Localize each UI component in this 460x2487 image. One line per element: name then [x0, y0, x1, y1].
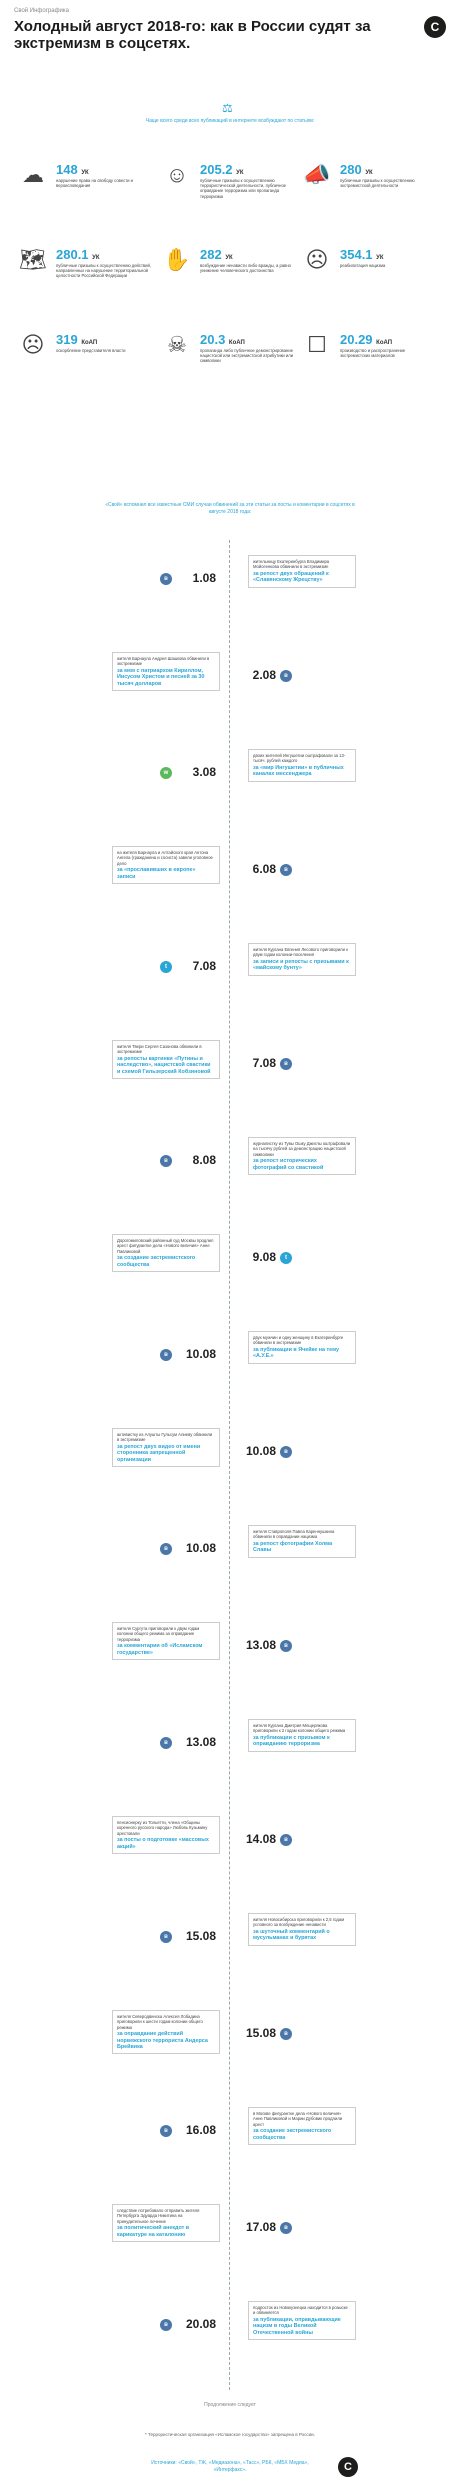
vk-icon: в: [280, 1058, 292, 1070]
event-highlight: за создание экстремистского сообщества: [117, 1255, 196, 1268]
event-card[interactable]: двух мужчин и одну женщину в Екатеринбурге обвинили в экстремизме за публикации в Ячейке на тему «А.У.Е.»: [248, 1331, 356, 1364]
event-date: 3.08: [192, 765, 216, 779]
stat-value: 354.1 УК: [340, 247, 384, 262]
tg-icon: t: [280, 1252, 292, 1264]
event-highlight: за политический анекдот в карикатуре на каталонию: [117, 2225, 190, 2238]
stat-icon: ☁: [22, 162, 44, 187]
event-highlight: за репост исторических фотографий со свастикой: [253, 1158, 324, 1171]
event-date: 1.08: [192, 571, 216, 585]
event-highlight: за комментарии об «Исламском государстве»: [117, 1643, 203, 1656]
event-date: 20.08: [185, 2317, 216, 2331]
stat-description: возбуждение ненависти либо вражды, а равно унижение человеческого достоинства: [200, 263, 292, 274]
event-date: 13.08: [185, 1735, 216, 1749]
event-date: 2.08: [252, 668, 276, 682]
stat-value: 205.2 УК: [200, 162, 244, 177]
event-date: 17.08: [245, 2220, 276, 2234]
event-card[interactable]: Дорогомиловский районный суд Москвы продлил арест фигурантке дела «Нового величия» Анне Павликовой за создание экстремистского сообщества: [112, 1234, 220, 1272]
vk-icon: в: [280, 1640, 292, 1652]
event-highlight: за посты о подготовке «массовых акций»: [117, 1837, 209, 1850]
stat-icon: ☹: [305, 247, 329, 272]
event-date: 16.08: [185, 2123, 216, 2137]
event-card[interactable]: двоих жителей Ингушетии оштрафовали за 13-тысяч. рублей каждого за «мир Ингушетии» в публичных каналах мессенджера: [248, 749, 356, 782]
event-date: 6.08: [252, 862, 276, 876]
stat-icon: ☺: [165, 162, 189, 187]
stat-description: публичные призывы к осуществлению действий, направленных на нарушение территориальной целостности Российской Федерации: [56, 263, 151, 279]
vk-icon: в: [160, 1543, 172, 1555]
event-highlight: за публикации с призывом к оправданию терроризма: [253, 1734, 330, 1748]
footer-logo[interactable]: С: [338, 2457, 358, 2477]
event-card[interactable]: жителя Ставрополя Павла Кареннушкина обвинили в оправдании нацизма за репост фотографии Холма Славы: [248, 1525, 356, 1558]
event-card[interactable]: жительницу Екатеринбурга Владимира Мойсеенкова обвинили в экстремизме за репост двух обращений к «Славянскому Жрецству»: [248, 555, 356, 588]
wa-icon: w: [160, 767, 172, 779]
vk-icon: в: [160, 2125, 172, 2137]
event-card[interactable]: следствие потребовало отправить жителя Петербурга Эдуарда Никитина на принудительное лечение за политический анекдот в карикатуре на каталонию: [112, 2204, 220, 2242]
event-highlight: за создание экстремистского сообщества: [253, 2128, 332, 2141]
sources-label: Источники: «Свой», ТЖ, «Медиазона», «Тасс», РБК, «МБХ Медиа», «Интерфакс».: [151, 2460, 309, 2473]
vk-icon: в: [280, 670, 292, 682]
event-highlight: за «мир Ингушетии» в публичных каналах мессенджера: [253, 764, 344, 778]
stat-value: 148 УК: [56, 162, 89, 177]
event-date: 15.08: [245, 2026, 276, 2040]
event-highlight: за шуточный комментарий о мусульманах и бурятах: [253, 1928, 330, 1942]
vk-icon: в: [280, 1446, 292, 1458]
brand-logo[interactable]: С: [424, 16, 446, 38]
event-date: 14.08: [245, 1832, 276, 1846]
stat-description: реабилитация нацизма: [340, 263, 386, 268]
timeline-line: [229, 540, 231, 2390]
event-date: 7.08: [252, 1056, 276, 1070]
vk-icon: в: [160, 573, 172, 585]
vk-icon: в: [280, 2222, 292, 2234]
event-card[interactable]: жителя Новосибирска приговорили к 2,5 годам условного за возбуждение ненависти за шуточный комментарий о мусульманах и бурятах: [248, 1913, 356, 1946]
stat-icon: 🗺: [19, 247, 47, 272]
stat-value: 319 КоАП: [56, 332, 98, 347]
stat-icon: ☠: [167, 332, 187, 357]
stat-description: оскорбление представителя власти: [56, 348, 126, 353]
stat-value: 20.3 КоАП: [200, 332, 245, 347]
event-highlight: за записи и репосты с призывами к «майскому бунту»: [253, 958, 349, 972]
event-card[interactable]: жителя Сургута приговорили к двум годам колонии общего режима за оправдание терроризма за комментарии об «Исламском государстве»: [112, 1622, 220, 1660]
event-highlight: за репосты картинки «Путины и наследство», нацистской свастики и схемой Гильзерский Кобзиновой: [117, 1055, 211, 1075]
event-highlight: за «прославивших в европе» записи: [117, 867, 196, 880]
vk-icon: в: [160, 1155, 172, 1167]
event-card[interactable]: подросток из Новокузнецка находится в розыске и обвиняется за публикации, оправдывающие нацизм в годы Великой Отечественной войны: [248, 2301, 356, 2340]
event-card[interactable]: жителя Барнаула Андрея Шашкова обвинили в экстремизме за мем с патриархом Кириллом, Иисусом Христом и песней за 30 тысяч долларов: [112, 652, 220, 691]
event-card[interactable]: активистку из Алушты Гульсум Алиеву обвинили в экстремизме за репост двух видео от имени сторонника запрещенной организации: [112, 1428, 220, 1467]
footnote: * Террористическая организация «Исламское государство» запрещена в России.: [145, 2432, 315, 2437]
page-title: Холодный август 2018-го: как в России судят за экстремизм в соцсетях.: [14, 18, 371, 52]
event-card[interactable]: жителя Северодвинска Алексея Лобадина приговорили к шести годам колонии общего режима за оправдание действий норвежского террориста Андерса Брейвика: [112, 2010, 220, 2054]
continuation-label: Продолжение следует: [204, 2402, 256, 2408]
stat-value: 20.29 КоАП: [340, 332, 393, 347]
gavel-icon: ⚖: [222, 101, 233, 115]
stat-value: 282 УК: [200, 247, 233, 262]
event-card[interactable]: жителя Кургана Дмитрия Мещерякова приговорили к 2 годам колонии общего режима за публикации с призывом к оправданию терроризма: [248, 1719, 356, 1752]
event-highlight: за репост двух видео от имени сторонника запрещенной организации: [117, 1443, 201, 1463]
event-date: 7.08: [192, 959, 216, 973]
stat-value: 280.1 УК: [56, 247, 100, 262]
stat-icon: ☐: [307, 332, 327, 357]
event-card[interactable]: жителя Кургана Евгения Лесового приговорили к двум годам колонии-поселения за записи и репосты с призывами к «майскому бунту»: [248, 943, 356, 976]
event-date: 9.08: [252, 1250, 276, 1264]
event-highlight: за оправдание действий норвежского террориста Андерса Брейвика: [117, 2031, 208, 2051]
stat-description: нарушение права на свободу совести и вероисповедания: [56, 178, 134, 189]
vk-icon: в: [160, 2319, 172, 2331]
event-date: 10.08: [185, 1347, 216, 1361]
stat-icon: ☹: [21, 332, 45, 357]
vk-icon: в: [160, 1737, 172, 1749]
event-date: 10.08: [185, 1541, 216, 1555]
event-card[interactable]: жителя Твери Сергея Сазонова обвинили в экстремизме за репосты картинки «Путины и наследство», нацистской свастики и схемой Гильзерский Кобзиновой: [112, 1040, 220, 1079]
event-date: 10.08: [245, 1444, 276, 1458]
stat-description: пропаганда либо публичное демонстрирование нацистской или экстремистской атрибутики или символики: [200, 348, 294, 364]
event-date: 8.08: [192, 1153, 216, 1167]
stat-value: 280 УК: [340, 162, 373, 177]
event-highlight: за репост двух обращений к «Славянскому Жрецству»: [253, 570, 329, 584]
event-highlight: за публикации, оправдывающие нацизм в годы Великой Отечественной войны: [253, 2316, 341, 2336]
event-highlight: за мем с патриархом Кириллом, Иисусом Христом и песней за 30 тысяч долларов: [117, 667, 205, 687]
vk-icon: в: [280, 1834, 292, 1846]
stat-description: публичные призывы к осуществлению террористической деятельности, публичное оправдание терроризма или пропаганда терроризма: [200, 178, 287, 199]
event-card[interactable]: на жителя Барнаула и Алтайского края Антона Ангела (гражданина и сосиста) завели уголовное дело за «прославивших в европе» записи: [112, 846, 220, 884]
timeline-intro: «Свой» вспомнил все известные СМИ случаи обвинений за эти статьи за посты и коментарии в соцсетях в августе 2018 года:: [105, 502, 355, 515]
vk-icon: в: [280, 2028, 292, 2040]
event-card[interactable]: журналистку из Тувы Ошку Джиглы оштрафовали на тысячу рублей за демонстрацию нацистской символики за репост исторических фотографий со свастикой: [248, 1137, 356, 1175]
event-card[interactable]: в Москве фигурантке дела «Нового величия» Анне Павликовой и Марии Дубовик продлили арест за создание экстремистского сообщества: [248, 2107, 356, 2145]
vk-icon: в: [280, 864, 292, 876]
stat-description: производство и распространение экстремистских материалов: [340, 348, 406, 359]
vk-icon: в: [160, 1931, 172, 1943]
event-highlight: за репост фотографии Холма Славы: [253, 1540, 333, 1554]
intro-text: Чаще всего среди всех публикаций в интернете возбуждают по статьям:: [145, 118, 315, 124]
event-date: 15.08: [185, 1929, 216, 1943]
tg-icon: t: [160, 961, 172, 973]
source-label: Свой Инфографика: [14, 8, 69, 14]
stat-description: публичные призывы к осуществлению экстремистской деятельности: [340, 178, 415, 189]
vk-icon: в: [160, 1349, 172, 1361]
event-card[interactable]: пенсионерку из Тольятти, члена «Общины коренного русского народа» Любовь Кузьмину арестовали за посты о подготовке «массовых акций»: [112, 1816, 220, 1854]
event-highlight: за публикации в Ячейке на тему «А.У.Е.»: [253, 1346, 339, 1360]
event-date: 13.08: [245, 1638, 276, 1652]
stat-icon: 📣: [303, 162, 331, 187]
stat-icon: ✋: [163, 247, 191, 272]
